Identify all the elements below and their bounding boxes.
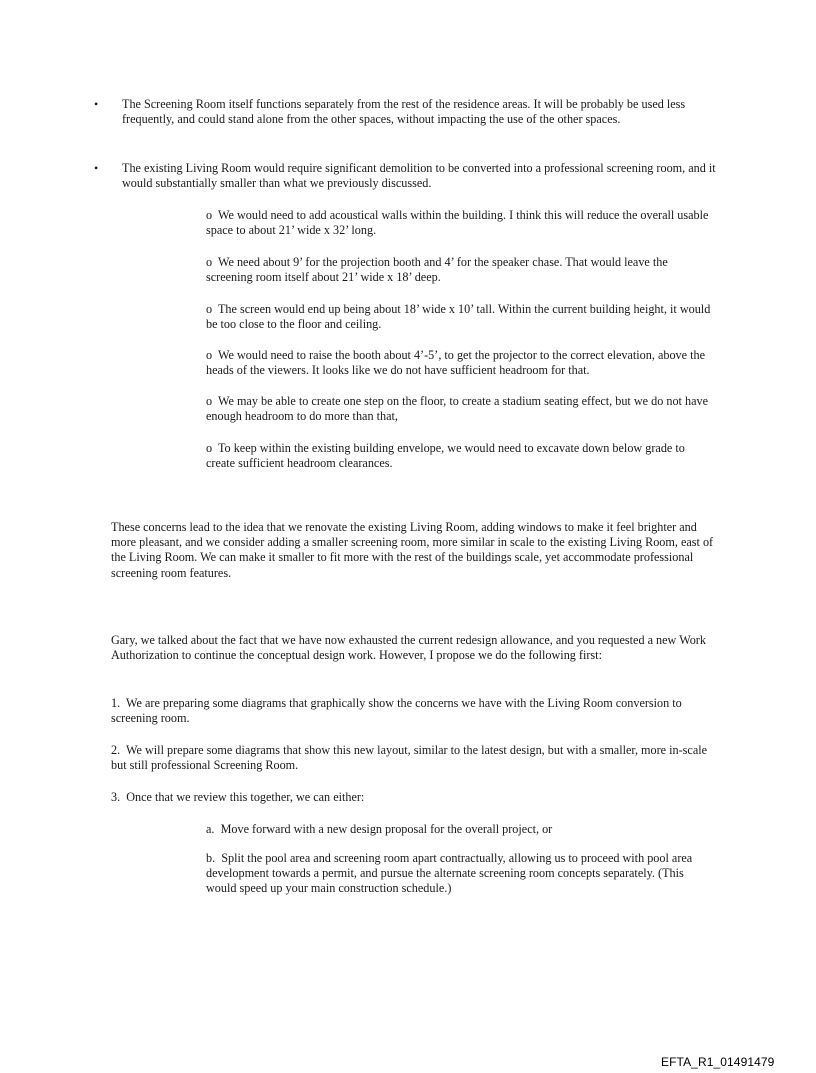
sub-item-marker: o: [206, 208, 213, 222]
numbered-item: [111, 790, 716, 805]
item-text: Once that we review this together, we can either:: [126, 790, 365, 804]
numbered-item: [111, 743, 716, 773]
numbered-item: [111, 696, 716, 726]
item-number: 3.: [111, 790, 121, 804]
item-number: 2.: [111, 743, 121, 757]
item-text: We are preparing some diagrams that graphically show the concerns we have with the Living Room conversion to screening room.: [111, 696, 682, 726]
sub-item-marker: o: [206, 441, 213, 455]
sub-item-text: To keep within the existing building envelope, we would need to excavate down below grade to create sufficient headroom clearances.: [206, 441, 685, 471]
bullet-item: [94, 97, 716, 127]
item-text: We will prepare some diagrams that show this new layout, similar to the latest design, but with a smaller, more in-scale but still professional Screening Room.: [111, 743, 708, 773]
bullet-text: The existing Living Room would require significant demolition to be converted into a professional screening room, and it would substantially smaller than what we previously discussed.: [122, 161, 716, 191]
option-item: [206, 851, 716, 897]
option-letter: a.: [206, 822, 215, 836]
sub-item-marker: o: [206, 348, 213, 362]
sub-item-text: We would need to raise the booth about 4’-5’, to get the projector to the correct elevation, above the heads of the viewers. It looks like we do not have sufficient headroom for that.: [206, 348, 705, 378]
sub-item-marker: o: [206, 255, 213, 269]
bullet-text: The Screening Room itself functions separately from the rest of the residence areas. It will be probably be used less frequently, and could stand alone from the other spaces, without impacting the use of the other spaces.: [122, 97, 686, 127]
option-letter: b.: [206, 851, 216, 865]
sub-item-text: We would need to add acoustical walls within the building. I think this will reduce the overall usable space to about 21’ wide x 32’ long.: [206, 208, 709, 238]
sub-item-text: We need about 9’ for the projection booth and 4’ for the speaker chase. That would leave the screening room itself about 21’ wide x 18’ deep.: [206, 255, 668, 285]
sub-item-text: We may be able to create one step on the floor, to create a stadium seating effect, but we do not have enough headroom to do more than that,: [206, 394, 708, 424]
document-id: EFTA_R1_01491479: [661, 1055, 775, 1069]
gary-paragraph: Gary, we talked about the fact that we have now exhausted the current redesign allowance, and you requested a new Work Authorization to continue the conceptual design work. However, I propose we do the following first:: [111, 633, 706, 663]
bullet-dot-icon: •: [94, 97, 99, 111]
sub-item-marker: o: [206, 302, 213, 316]
option-text: Split the pool area and screening room apart contractually, allowing us to proceed with pool area development towards a permit, and pursue the alternate screening room concepts separately. (This would speed up your main construction schedule.): [206, 851, 693, 896]
sub-item: [206, 208, 716, 238]
sub-item-marker: o: [206, 394, 213, 408]
sub-item: [206, 394, 716, 424]
bullet-item: [94, 161, 716, 191]
concerns-paragraph: These concerns lead to the idea that we renovate the existing Living Room, adding windows to make it feel brighter and more pleasant, and we consider adding a smaller screening room, more similar in scale to the existing Living Room, east of the Living Room. We can make it smaller to fit more with the rest of the buildings scale, yet accommodate professional screening room features.: [111, 520, 714, 580]
item-number: 1.: [111, 696, 121, 710]
sub-item: [206, 348, 716, 378]
option-text: Move forward with a new design proposal for the overall project, or: [220, 822, 553, 836]
sub-item: [206, 255, 716, 285]
sub-item: [206, 302, 716, 332]
bullet-dot-icon: •: [94, 161, 99, 175]
sub-item-text: The screen would end up being about 18’ wide x 10’ tall. Within the current building height, it would be too close to the floor and ceiling.: [206, 302, 711, 332]
option-item: [206, 822, 716, 837]
sub-item: [206, 441, 716, 471]
